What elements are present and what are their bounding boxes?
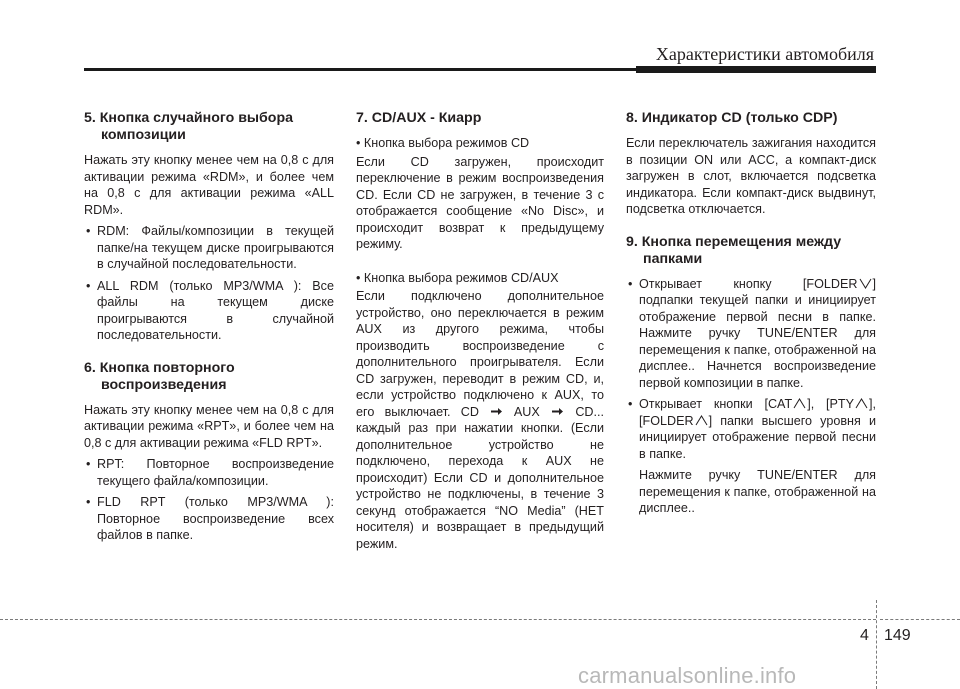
chapter-number: 4 — [860, 627, 869, 644]
footer-rule — [0, 619, 876, 620]
section-5-bullet-all-rdm: • ALL RDM (только MP3/WMA ): Все файлы на текущем диске проигрываются в случайной последовательности. — [84, 278, 334, 344]
chevron-down-icon — [859, 278, 872, 289]
section-9-heading — [626, 234, 876, 268]
section-9-heading-line1: 9. Кнопка перемещения между — [626, 233, 842, 250]
chevron-up-icon — [695, 415, 708, 426]
chevron-up-icon — [855, 398, 868, 409]
column-3 — [626, 110, 876, 533]
section-7-para2-part-c: CD... каждый раз при нажатии кнопки. (Если дополнительное устройство не подключено, перехода к AUX не происходит) Если CD и дополнительное устройство не подключены, в течение 3 секунд отображается “NO Media” (НЕТ носителя) и возвращает в предыдущий режим. — [356, 404, 605, 551]
section-9-heading-line2: папками — [643, 250, 703, 267]
section-9-b1-part-b: ] подпапки текущей папки и инициирует отображение первой песни в папке. Нажмите ручку TUNE/ENTER для перемещения к папке, отображенной на дисплее.. Начнется воспроизведение первой композиции в папке. — [639, 276, 876, 390]
page-header-title: Характеристики автомобиля — [655, 44, 874, 64]
column-1 — [84, 110, 334, 560]
section-6-bullet-rpt: • RPT: Повторное воспроизведение текущего файла/композиции. — [84, 456, 334, 489]
section-5-heading-line1: 5. Кнопка случайного выбора — [84, 110, 294, 126]
section-7-paragraph-cd-aux — [356, 288, 604, 552]
section-8-paragraph: Если переключатель зажигания находится в позиции ON или ACC, а компакт-диск загружен в слот, включается подсветка индикатора. Если компакт-диск выдвинут, подсветка отключается. — [626, 136, 876, 216]
section-6-heading-line1: 6. Кнопка повторного — [84, 359, 235, 376]
section-7-para2-part-a: Если подключено дополнительное устройство, оно переключается в режим AUX из другого режима, чтобы производить воспроизведение с дополнительного проигрывателя. Если CD загружен, переводит в режим CD, и, если устройство подключено к AUX, то его выключает. CD — [356, 289, 604, 419]
section-7-para2-part-b: AUX — [513, 404, 540, 419]
chevron-up-icon — [793, 398, 806, 409]
footer-divider — [876, 600, 877, 689]
section-9-b2-part-d: ] папки высшего уровня и инициирует отображение первой песни в папке. — [639, 413, 876, 461]
section-7-paragraph-cd: Если CD загружен, происходит переключение в режим воспроизведения CD. Если CD не загружен, в течение 3 с отображается сообщение «No Disc», и происходит возврат к предыдущему режиму. — [356, 154, 604, 251]
section-9-bullet-folder-down — [626, 276, 876, 392]
section-5-bullet-rdm: • RDM: Файлы/композиции в текущей папке/на текущем диске проигрываются в случайной последовательности. — [84, 223, 334, 273]
right-arrow-icon — [551, 406, 564, 417]
section-5-heading-line2: композиции — [101, 127, 186, 143]
section-5-heading — [84, 110, 334, 144]
footer-rule-right — [880, 619, 960, 620]
right-arrow-icon — [490, 406, 503, 417]
page-number: 149 — [884, 627, 911, 644]
header-accent-bar — [636, 66, 876, 73]
section-6-bullet-fld-rpt: • FLD RPT (только MP3/WMA ): Повторное воспроизведение всех файлов в папке. — [84, 494, 334, 544]
section-7-label-cd: • Кнопка выбора режимов CD — [356, 136, 530, 150]
section-6-heading-line2: воспроизведения — [101, 376, 227, 393]
section-9-b2-part-c: ], [FOLDER — [639, 397, 876, 428]
section-7-label-cd-aux: • Кнопка выбора режимов CD/AUX — [356, 270, 559, 285]
section-6-heading — [84, 360, 334, 394]
section-9-b2-part-a: Открывает кнопки [CAT — [639, 397, 793, 411]
section-repeat — [84, 360, 334, 544]
section-random — [84, 110, 334, 344]
section-6-paragraph: Нажать эту кнопку менее чем на 0,8 с для активации режима «RPT», и более чем на 0,8 с для активации режима «FLD RPT». — [84, 402, 334, 450]
section-folder — [626, 234, 876, 517]
section-8-heading: 8. Индикатор CD (только CDP) — [626, 110, 838, 126]
column-2 — [356, 110, 604, 552]
section-9-bullet-folder-up — [626, 396, 876, 517]
section-5-paragraph: Нажать эту кнопку менее чем на 0,8 с для активации режима «RDM», и более чем на 0,8 с для активации режима «ALL RDM». — [84, 153, 334, 217]
section-9-b1-part-a: Открывает кнопку [FOLDER — [639, 276, 858, 291]
section-9-b2-paragraph: Нажмите ручку TUNE/ENTER для перемещения к папке, отображенной на дисплее.. — [639, 468, 876, 515]
section-cd-indicator — [626, 110, 876, 218]
watermark: carmanualsonline.info — [578, 663, 797, 688]
section-9-b2-part-b: ], [PTY — [807, 397, 854, 411]
section-7-heading: 7. CD/AUX - Киарр — [356, 110, 482, 126]
